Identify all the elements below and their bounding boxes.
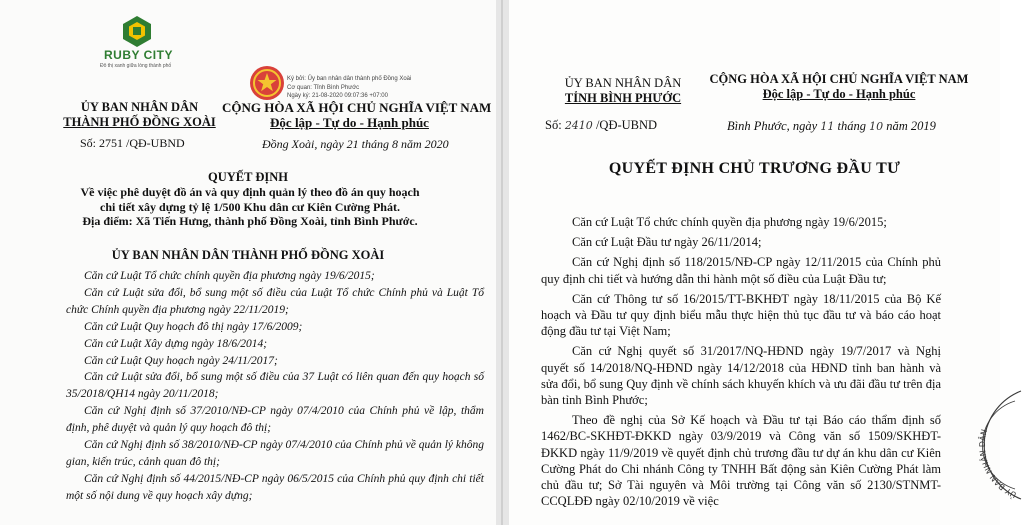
document-date (727, 119, 936, 134)
signature-line: Ngày ký: 21-08-2020 09:07:36 +07:00 (287, 93, 388, 99)
date-prefix: Bình Phước, ngày (727, 119, 818, 133)
left-document (0, 0, 496, 525)
logo-brand: RUBY CITY (104, 48, 173, 62)
decision-authority: ỦY BAN NHÂN DÂN THÀNH PHỐ ĐỒNG XOÀI (111, 248, 385, 262)
signature-line: Cơ quan: Tỉnh Bình Phước (287, 84, 360, 91)
paragraph: Căn cứ Luật Xây dựng ngày 18/6/2014; (84, 337, 268, 350)
page-divider (496, 0, 509, 525)
legal-basis (541, 214, 941, 513)
doc-no-suffix: /QĐ-UBND (595, 118, 658, 132)
date-day: 11 (820, 120, 835, 133)
stamp-text: ỦY BAN NHÂN DÂN (977, 428, 1018, 500)
logo-tagline: Đô thị xanh giữa lòng thành phố (100, 63, 172, 69)
subject-line: chi tiết xây dựng tỷ lệ 1/500 Khu dân cư Kiên Cường Phát. (100, 199, 400, 214)
document-subject (30, 185, 470, 229)
authority-line: THÀNH PHỐ ĐỒNG XOÀI (63, 115, 216, 129)
date-month-label: tháng (837, 119, 866, 133)
document-title: QUYẾT ĐỊNH CHỦ TRƯƠNG ĐẦU TƯ (608, 160, 901, 177)
paragraph: Căn cứ Nghị định số 37/2010/NĐ-CP ngày 07/4/2010 của Chính phủ về lập, thẩm định, phê duyệt và quản lý quy hoạch đô thị; (66, 405, 484, 435)
paragraph: Căn cứ Luật Quy hoạch ngày 24/11/2017; (84, 354, 278, 367)
subject-line: Địa điểm: Xã Tiến Hưng, thành phố Đồng Xoài, tỉnh Bình Phước. (82, 214, 418, 228)
national-motto: Độc lập - Tự do - Hạnh phúc (270, 115, 429, 130)
national-motto: Độc lập - Tự do - Hạnh phúc (762, 87, 916, 101)
paragraph: Theo đề nghị của Sở Kế hoạch và Đầu tư tại Báo cáo thẩm định số 1462/BC-SKHĐT-ĐKKD ngày 03/9/2019 và Công văn số 1509/SKHĐT-ĐKKD ngày 11/9/2019 về quyết định chủ trương đầu tư dự án khu dân cư Kiên Cường Phát do Chi nhánh Công ty TNHH Bất động sản Kiên Cường Phát làm chủ đầu tư; Sở Tài nguyên và Môi trường tại Công văn số 2130/STNMT-CCQLĐĐ ngày 02/10/2019 về việc (541, 413, 941, 509)
doc-no-handwritten: 2410 (564, 119, 593, 132)
paragraph: Căn cứ Nghị quyết số 31/2017/NQ-HĐND ngày 19/7/2017 và Nghị quyết số 14/2018/NQ-HĐND ngày 14/12/2018 của HĐND tỉnh ban hành và sửa đổi, bổ sung Quy định về chính sách khuyến khích và ưu đãi đầu tư trên địa bàn tỉnh Bình Phước; (541, 344, 941, 408)
digital-signature-info (287, 75, 411, 101)
nation-name: CỘNG HÒA XÃ HỘI CHỦ NGHĨA VIỆT NAM (222, 100, 492, 115)
document-number (545, 118, 657, 133)
paragraph: Căn cứ Thông tư số 16/2015/TT-BKHĐT ngày 18/11/2015 của Bộ Kế hoạch và Đầu tư quy định biểu mẫu thực hiện thủ tục đầu tư và báo cáo hoạt động đầu tư tại Việt Nam; (541, 291, 941, 339)
red-seal-stamp (957, 385, 1027, 505)
issuing-authority (553, 76, 693, 106)
legal-basis (66, 268, 484, 505)
paragraph: Căn cứ Luật Tổ chức chính quyền địa phương ngày 19/6/2015; (84, 270, 375, 282)
paragraph: Căn cứ Nghị định số 118/2015/NĐ-CP ngày 12/11/2015 của Chính phủ quy định chi tiết và hướng dẫn thi hành một số điều của Luật Đầu tư; (541, 255, 941, 286)
nation-name: CỘNG HÒA XÃ HỘI CHỦ NGHĨA VIỆT NAM (709, 72, 969, 86)
paragraph: Căn cứ Luật sửa đổi, bổ sung một số điều của Luật Tổ chức Chính phủ và Luật Tổ chức Chính quyền địa phương ngày 22/11/2019; (66, 286, 484, 316)
national-emblem-icon (249, 65, 285, 101)
authority-line: ỦY BAN NHÂN DÂN (80, 100, 199, 114)
paragraph: Căn cứ Luật sửa đổi, bổ sung một số điều của 37 Luật có liên quan đến quy hoạch số 35/2018/QH14 ngày 20/11/2018; (66, 371, 484, 401)
paragraph: Căn cứ Luật Đầu tư ngày 26/11/2014; (572, 235, 762, 250)
paragraph: Căn cứ Nghị định số 38/2010/NĐ-CP ngày 07/4/2010 của Chính phủ về quản lý không gian, kiến trúc, cảnh quan đô thị; (66, 439, 484, 468)
svg-text:ỦY BAN NHÂN DÂN (976, 428, 1018, 501)
paragraph: Căn cứ Luật Quy hoạch đô thị ngày 17/6/2009; (84, 320, 303, 333)
authority-line: TỈNH BÌNH PHƯỚC (564, 91, 682, 105)
signature-line: Ký bởi: Ủy ban nhân dân thành phố Đồng Xoài (287, 76, 412, 82)
issuing-authority (62, 100, 217, 130)
document-date: Đồng Xoài, ngày 21 tháng 8 năm 2020 (262, 137, 449, 151)
doc-no-prefix: Số: (545, 118, 562, 132)
national-heading (699, 72, 979, 102)
right-document (509, 0, 1018, 525)
paragraph: Căn cứ Nghị định số 44/2015/NĐ-CP ngày 06/5/2015 của Chính phủ quy định chi tiết một số nội dung về quy hoạch xây dựng; (66, 472, 484, 502)
national-heading (222, 100, 492, 130)
date-suffix: năm 2019 (886, 119, 936, 133)
authority-line: ỦY BAN NHÂN DÂN (564, 76, 682, 90)
paragraph: Căn cứ Luật Tổ chức chính quyền địa phương ngày 19/6/2015; (572, 215, 887, 229)
document-number: Số: 2751 /QĐ-UBND (80, 136, 185, 150)
date-month: 10 (869, 120, 884, 133)
ruby-city-logo-icon (120, 14, 154, 48)
subject-line: Về việc phê duyệt đồ án và quy định quản lý theo đồ án quy hoạch (80, 185, 420, 199)
document-title: QUYẾT ĐỊNH (208, 170, 288, 184)
